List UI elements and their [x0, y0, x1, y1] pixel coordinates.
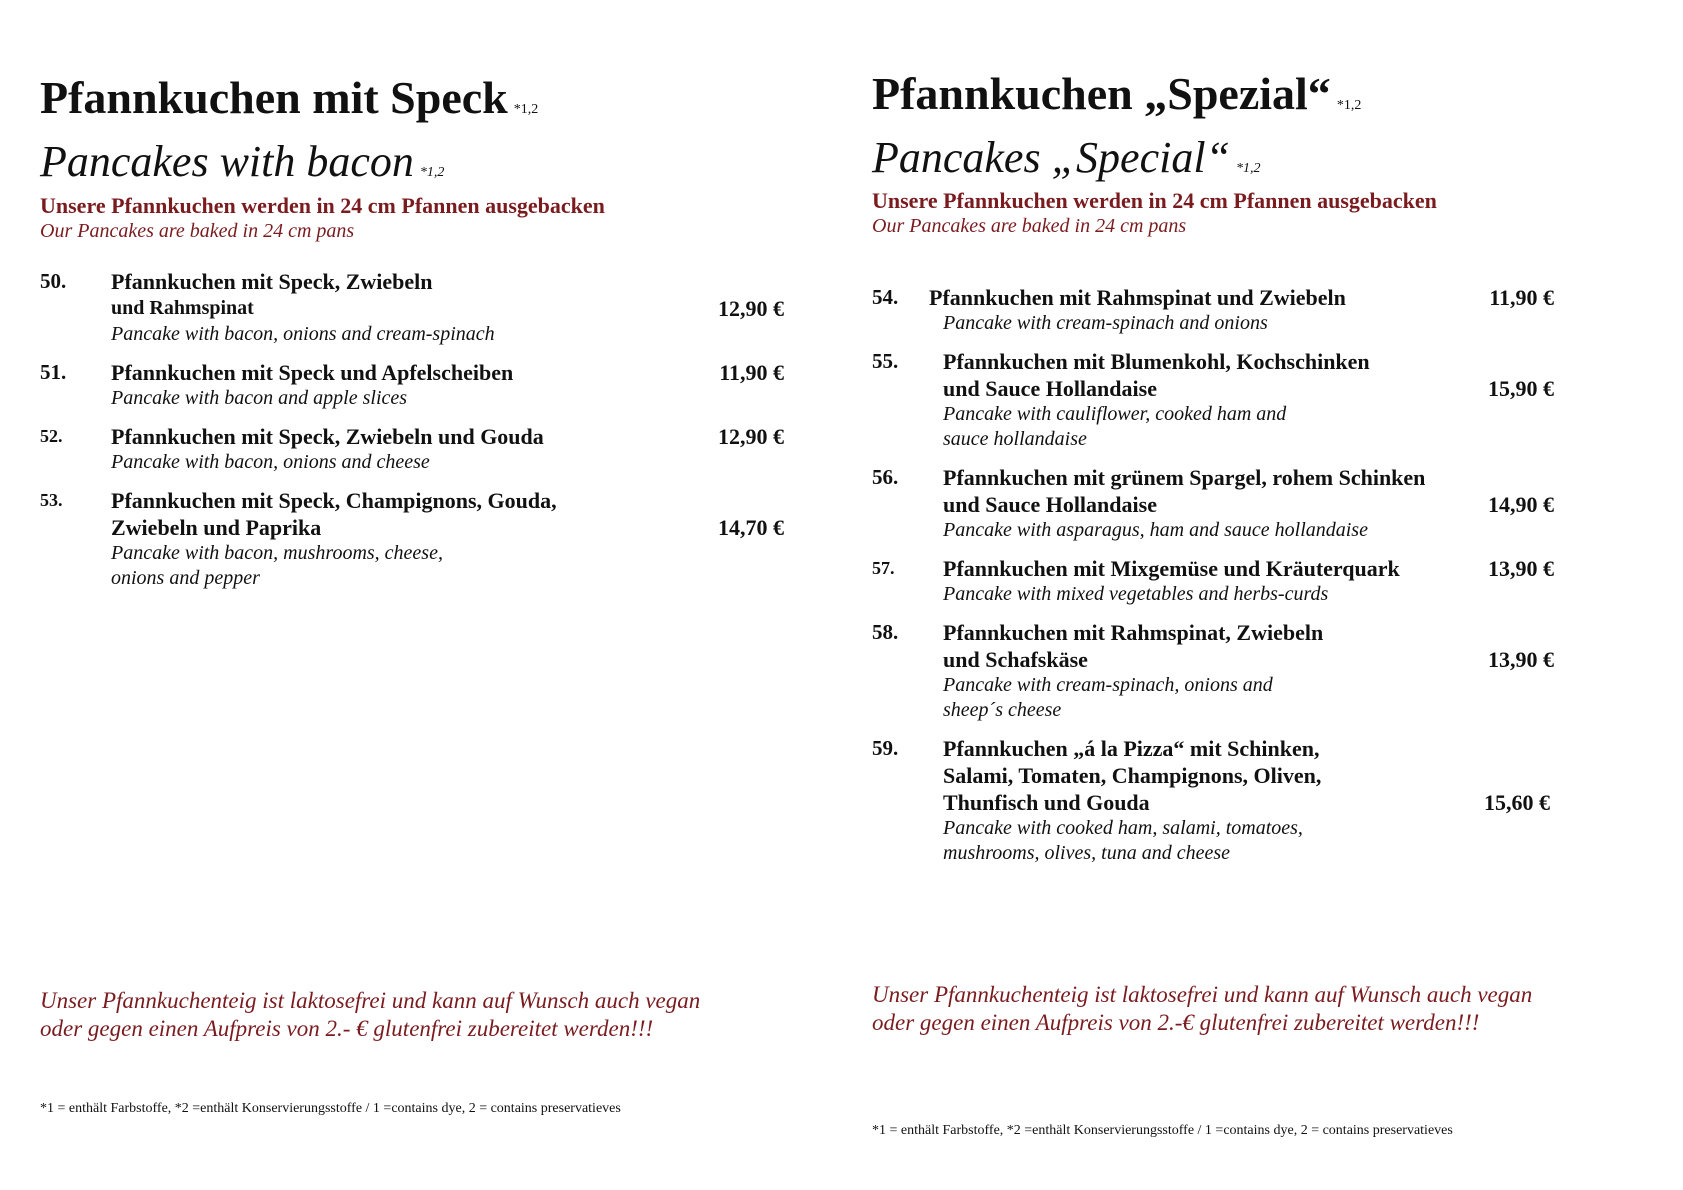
item-description: Pancake with asparagus, ham and sauce hollandaise — [943, 519, 1368, 541]
menu-item-list — [872, 284, 1632, 878]
item-title: Thunfisch und Gouda — [943, 790, 1150, 815]
item-title: und Rahmspinat — [111, 297, 254, 319]
item-title: Pfannkuchen mit grünem Spargel, rohem Schinken — [943, 465, 1426, 490]
item-title: und Sauce Hollandaise — [943, 492, 1157, 517]
item-title: Pfannkuchen mit Speck, Champignons, Gouda, — [111, 488, 557, 513]
item-title: und Sauce Hollandaise — [943, 376, 1157, 401]
dough-note-line: oder gegen einen Aufpreis von 2.- € glutenfrei zubereitet werden!!! — [40, 1016, 654, 1041]
menu-item — [872, 348, 1632, 452]
menu-item — [872, 555, 1632, 607]
additives-legend: *1 = enthält Farbstoffe, *2 =enthält Konservierungsstoffe / 1 =contains dye, 2 = contains preservatieves — [872, 1123, 1453, 1138]
item-title: und Schafskäse — [943, 647, 1088, 672]
item-price: 14,90 € — [1488, 492, 1554, 517]
dough-note-line: Unser Pfannkuchenteig ist laktosefrei und kann auf Wunsch auch vegan — [40, 988, 701, 1013]
item-number: 55. — [872, 349, 899, 373]
section-title-de: Pfannkuchen mit Speck *1,2 — [40, 72, 539, 123]
intro-de: Unsere Pfannkuchen werden in 24 cm Pfannen ausgebacken — [40, 193, 605, 218]
section-title-en: Pancakes with bacon *1,2 — [40, 137, 445, 186]
item-title: Pfannkuchen mit Speck und Apfelscheiben — [111, 360, 514, 385]
item-description: Pancake with bacon, mushrooms, cheese, — [111, 542, 443, 564]
intro-de: Unsere Pfannkuchen werden in 24 cm Pfannen ausgebacken — [872, 188, 1437, 213]
menu-item — [872, 735, 1632, 866]
item-number: 54. — [872, 285, 899, 309]
item-description: Pancake with bacon, onions and cream-spinach — [111, 323, 495, 345]
item-title: Pfannkuchen mit Mixgemüse und Kräuterquark — [943, 556, 1400, 581]
item-number: 51. — [40, 360, 67, 384]
menu-item — [872, 619, 1632, 723]
item-description: Pancake with cream-spinach, onions and — [943, 674, 1273, 696]
dough-note — [872, 981, 1612, 1037]
section-header — [872, 68, 1361, 195]
item-title: Pfannkuchen mit Speck, Zwiebeln und Gouda — [111, 424, 544, 449]
item-price: 13,90 € — [1488, 556, 1554, 581]
item-number: 56. — [872, 465, 899, 489]
menu-item-list — [40, 268, 784, 603]
menu-item — [40, 268, 784, 347]
item-number: 58. — [872, 620, 899, 644]
item-title: Pfannkuchen mit Rahmspinat, Zwiebeln — [943, 620, 1324, 645]
item-description: sauce hollandaise — [943, 428, 1087, 450]
item-number: 53. — [40, 490, 63, 510]
item-price: 15,90 € — [1488, 376, 1554, 401]
intro-text — [872, 188, 1437, 238]
additives-legend: *1 = enthält Farbstoffe, *2 =enthält Konservierungsstoffe / 1 =contains dye, 2 = contains preservatieves — [40, 1101, 621, 1116]
allergen-note: *1,2 — [1236, 161, 1261, 176]
menu-item — [872, 284, 1632, 336]
item-price: 13,90 € — [1488, 647, 1554, 672]
menu-item — [872, 464, 1632, 543]
item-title: Pfannkuchen mit Rahmspinat und Zwiebeln — [929, 285, 1346, 310]
dough-note-line: oder gegen einen Aufpreis von 2.-€ glutenfrei zubereitet werden!!! — [872, 1010, 1480, 1035]
item-description: Pancake with cream-spinach and onions — [943, 312, 1268, 334]
item-price: 12,90 € — [718, 424, 784, 449]
item-price: 12,90 € — [718, 296, 784, 321]
item-description: Pancake with bacon and apple slices — [111, 387, 408, 409]
section-title-en: Pancakes „Special“ *1,2 — [872, 133, 1261, 182]
item-title: Pfannkuchen „á la Pizza“ mit Schinken, — [943, 736, 1320, 761]
allergen-note: *1,2 — [419, 165, 445, 180]
item-price: 14,70 € — [718, 515, 784, 540]
allergen-note: *1,2 — [1336, 98, 1362, 113]
dough-note-line: Unser Pfannkuchenteig ist laktosefrei und kann auf Wunsch auch vegan — [872, 982, 1533, 1007]
menu-item — [40, 487, 784, 591]
section-header — [40, 72, 538, 199]
item-title: Zwiebeln und Paprika — [111, 515, 322, 540]
intro-text — [40, 193, 605, 243]
dough-note — [40, 987, 780, 1043]
item-title: Pfannkuchen mit Speck, Zwiebeln — [111, 269, 433, 294]
intro-en: Our Pancakes are baked in 24 cm pans — [40, 220, 355, 242]
menu-item — [40, 423, 784, 475]
section-title-de: Pfannkuchen „Spezial“ *1,2 — [872, 68, 1362, 119]
item-description: Pancake with cooked ham, salami, tomatoes, — [943, 817, 1303, 839]
item-title: Salami, Tomaten, Champignons, Oliven, — [943, 763, 1322, 788]
intro-en: Our Pancakes are baked in 24 cm pans — [872, 215, 1187, 237]
item-description: onions and pepper — [111, 567, 260, 589]
item-price: 11,90 € — [719, 360, 784, 385]
item-title: Pfannkuchen mit Blumenkohl, Kochschinken — [943, 349, 1370, 374]
item-description: Pancake with mixed vegetables and herbs-curds — [943, 583, 1329, 605]
item-description: mushrooms, olives, tuna and cheese — [943, 842, 1230, 864]
allergen-note: *1,2 — [513, 102, 539, 117]
item-price: 15,60 € — [1484, 790, 1550, 815]
item-price: 11,90 € — [1489, 285, 1554, 310]
item-description: Pancake with cauliflower, cooked ham and — [943, 403, 1287, 425]
item-number: 57. — [872, 558, 895, 578]
item-description: Pancake with bacon, onions and cheese — [111, 451, 430, 473]
item-number: 59. — [872, 736, 899, 760]
item-description: sheep´s cheese — [943, 699, 1062, 721]
menu-item — [40, 359, 784, 411]
item-number: 50. — [40, 269, 67, 293]
item-number: 52. — [40, 426, 63, 446]
